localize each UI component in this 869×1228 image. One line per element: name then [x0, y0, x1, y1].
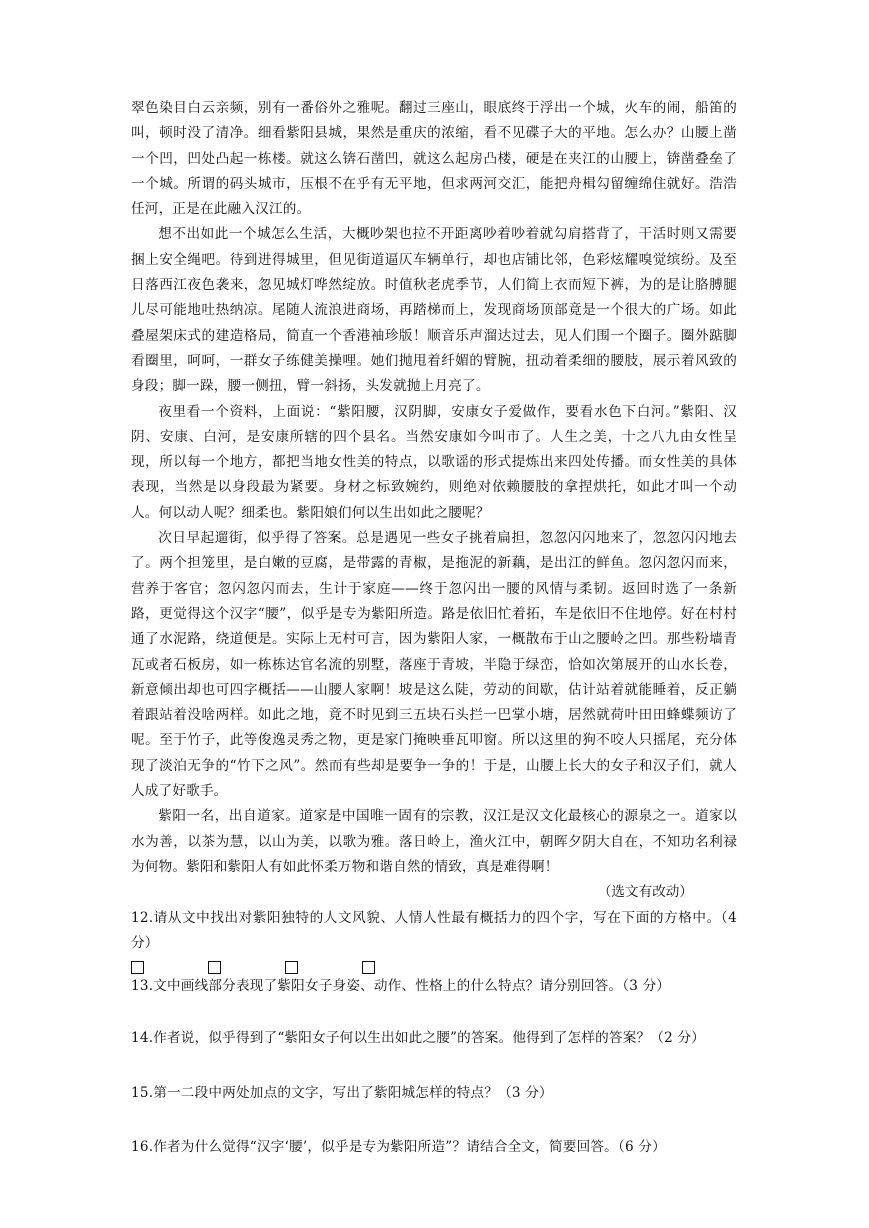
- passage-paragraph-3: 夜里看一个资料，上面说：“紫阳腰，汉阴脚，安康女子爱做作，要看水色下白河。”紫阳、汉阴、安康、白河，是安康所辖的四个县名。当然安康如今叫市了。人生之美，十之八九由女性呈现，所以每一个地方，都把当地女性美的特点，以歌谣的形式提炼出来四处传播。而女性美的具体表现，当然是以身段最为紧要。身材之标致婉约，则绝对依赖腰肢的拿捏烘托，如此才叫一个动人。何以动人呢？细柔也。紫阳娘们何以生出如此之腰呢？: [131, 403, 737, 521]
- passage-paragraph-2: 想不出如此一个城怎么生活，大概吵架也拉不开距离吵着吵着就勾肩搭背了，干活时则又需要捆上安全绳吧。待到进得城里，但见街道逼仄车辆单行，却也店铺比邻，色彩炫耀嗅觉缤纷。及至日落西江夜色袭来，忽见城灯哗然绽放。时值秋老虎季节，人们简上衣而短下裤，为的是让胳膊腿儿尽可能地吐热纳凉。尾随人流浪进商场，再踏梯而上，发现商场顶部竟是一个很大的广场。如此叠屋架床式的建造格局，简直一个香港袖珍版！顺音乐声溜达过去，见人们围一个圈子。圈外踮脚看圈里，呵呵，一群女子练健美操哩。她们抛甩着纤媚的臂腕，扭动着柔细的腰肢，展示着风致的身段；脚一跺，腰一侧扭，臂一斜扬，头发就抛上月亮了。: [131, 226, 737, 395]
- answer-box-3[interactable]: [285, 961, 298, 974]
- passage-paragraph-5: 紫阳一名，出自道家。道家是中国唯一固有的宗教，汉江是汉文化最核心的源泉之一。道家以水为善，以茶为慧，以山为美，以歌为雅。落日岭上，渔火江中，朝晖夕阴大自在，不知功名利禄为何物。紫阳和紫阳人有如此怀柔万物和谐自然的情致，真是难得啊！: [131, 808, 737, 875]
- question-14: 14.作者说，似乎得到了“紫阳女子何以生出如此之腰”的答案。他得到了怎样的答案？（2 分）: [131, 1030, 706, 1047]
- answer-box-4[interactable]: [362, 961, 375, 974]
- question-13: 13.文中画线部分表现了紫阳女子身姿、动作、性格上的什么特点？请分别回答。（3 分）: [131, 978, 671, 995]
- question-16: 16.作者为什么觉得“汉字‘腰’，似乎是专为紫阳所造”？请结合全文，简要回答。（6 分）: [131, 1138, 666, 1155]
- answer-space-15: [131, 1106, 737, 1135]
- passage-paragraph-4: 次日早起遛街，似乎得了答案。总是遇见一些女子挑着扁担，忽忽闪闪地来了，忽忽闪闪地去了。两个担笼里，是白嫩的豆腐，是带露的青椒，是拖泥的新藕，是出江的鲜鱼。忽闪忽闪而来，营养于客官；忽闪忽闪而去，生计于家庭——终于忽闪出一腰的风情与柔韧。返回时选了一条新路，更觉得这个汉字“腰”，似乎是专为紫阳所造。路是依旧忙着拓，车是依旧不住地停。好在村村通了水泥路，绕道便是。实际上无村可言，因为紫阳人家，一概散布于山之腰岭之凹。那些粉墙青瓦或者石板房，如一栋栋达官名流的别墅，落座于青坡，半隐于绿峦，恰如次第展开的山水长卷，新意倾出却也可四字概括——山腰人家啊！坡是这么陡，劳动的间歇，估计站着就能睡着，反正躺着跟站着没啥两样。如此之地，竟不时见到三五块石头拦一巴掌小塘，居然就荷叶田田蜂蝶频访了呢。至于竹子，此等俊逸灵秀之物，更是家门掩映垂瓦叩窗。所以这里的狗不咬人只摇尾，充分体现了淡泊无争的“竹下之风”。然而有些却是要争一争的！于是，山腰上长大的女子和汉子们，就人人成了好歌手。: [131, 530, 737, 800]
- question-15: 15.第一二段中两处加点的文字，写出了紫阳城怎样的特点？（3 分）: [131, 1084, 553, 1101]
- answer-space-13: [131, 999, 737, 1026]
- question-12: 12.请从文中找出对紫阳独特的人文风貌、人情人性最有概括力的四个字，写在下面的方格中。（4 分）: [131, 909, 737, 951]
- exam-page: [131, 96, 737, 1160]
- answer-boxes: [131, 956, 737, 974]
- source-note: （选文有改动）: [597, 884, 693, 901]
- answer-space-14: [131, 1052, 737, 1081]
- answer-box-2[interactable]: [208, 961, 221, 974]
- answer-box-1[interactable]: [131, 961, 144, 974]
- passage-paragraph-1: 翠色染目白云亲频，别有一番俗外之雅呢。翻过三座山，眼底终于浮出一个城，火车的闹，船笛的叫，顿时没了清净。细看紫阳县城，果然是重庆的浓缩，看不见碟子大的平地。怎么办？山腰上凿一个凹，凹处凸起一栋楼。就这么锛石凿凹，就这么起房凸楼，硬是在夹江的山腰上，锛凿叠垒了一个城。所谓的码头城市，压根不在乎有无平地，但求两河交汇，能把舟楫勾留缠绵住就好。浩浩任河，正是在此融入汉江的。: [131, 100, 737, 218]
